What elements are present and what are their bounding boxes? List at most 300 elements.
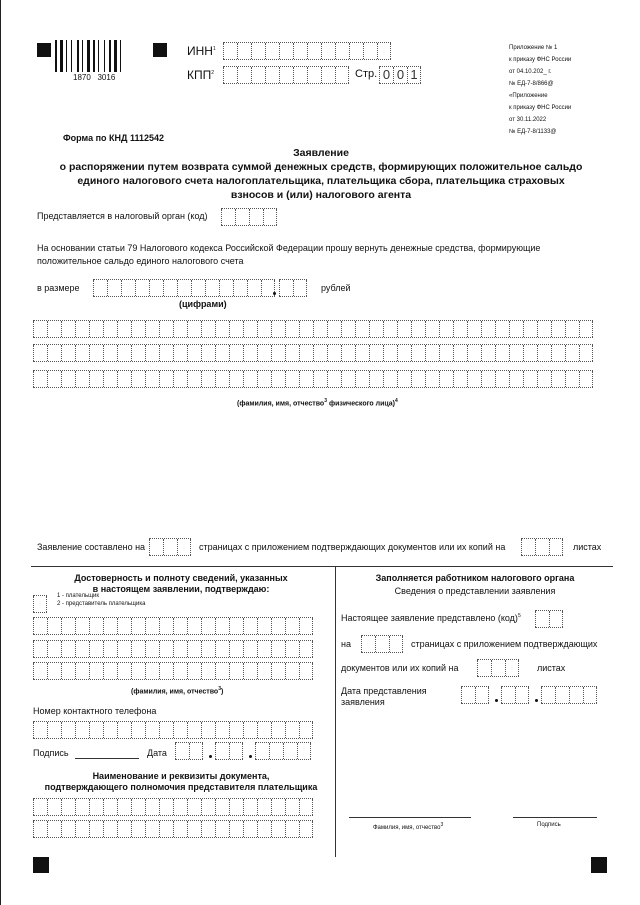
input-cell[interactable] <box>191 280 205 296</box>
input-cell[interactable] <box>187 799 201 815</box>
input-cell[interactable] <box>453 371 467 387</box>
input-cell[interactable] <box>555 687 569 703</box>
input-cell[interactable] <box>159 618 173 634</box>
input-cell[interactable] <box>163 539 177 555</box>
input-cell[interactable] <box>131 641 145 657</box>
input-cell[interactable] <box>257 641 271 657</box>
officer-pages-input[interactable] <box>361 635 403 653</box>
input-cell[interactable] <box>453 321 467 337</box>
input-cell[interactable] <box>279 280 293 296</box>
fio-line-3-input[interactable] <box>33 370 593 388</box>
input-cell[interactable] <box>89 799 103 815</box>
input-cell[interactable] <box>215 641 229 657</box>
date-year-input[interactable] <box>255 742 311 760</box>
input-cell[interactable] <box>229 821 243 837</box>
input-cell[interactable] <box>215 821 229 837</box>
input-cell[interactable] <box>285 722 299 738</box>
input-cell[interactable] <box>47 618 61 634</box>
input-cell[interactable] <box>251 67 265 83</box>
input-cell[interactable] <box>215 799 229 815</box>
input-cell[interactable] <box>341 345 355 361</box>
input-cell[interactable] <box>215 663 229 679</box>
input-cell[interactable] <box>163 280 177 296</box>
input-cell[interactable] <box>131 371 145 387</box>
input-cell[interactable] <box>201 345 215 361</box>
input-cell[interactable] <box>103 371 117 387</box>
input-cell[interactable] <box>257 799 271 815</box>
input-cell[interactable] <box>75 663 89 679</box>
input-cell[interactable] <box>397 345 411 361</box>
input-cell[interactable] <box>299 821 313 837</box>
input-cell[interactable] <box>229 618 243 634</box>
input-cell[interactable] <box>383 371 397 387</box>
input-cell[interactable] <box>467 321 481 337</box>
input-cell[interactable] <box>33 618 47 634</box>
input-cell[interactable] <box>271 799 285 815</box>
input-cell[interactable] <box>187 371 201 387</box>
input-cell[interactable] <box>383 321 397 337</box>
input-cell[interactable] <box>579 345 593 361</box>
input-cell[interactable] <box>159 371 173 387</box>
input-cell[interactable] <box>173 641 187 657</box>
input-cell[interactable] <box>201 799 215 815</box>
input-cell[interactable] <box>215 722 229 738</box>
authority-doc-1-input[interactable] <box>33 798 313 816</box>
sheets-count-input[interactable] <box>521 538 563 556</box>
officer-sheets-input[interactable] <box>477 659 519 677</box>
input-cell[interactable] <box>327 371 341 387</box>
input-cell[interactable] <box>215 743 229 759</box>
input-cell[interactable] <box>383 345 397 361</box>
input-cell[interactable] <box>173 663 187 679</box>
input-cell[interactable] <box>243 722 257 738</box>
input-cell[interactable] <box>145 618 159 634</box>
input-cell[interactable] <box>439 371 453 387</box>
input-cell[interactable] <box>243 641 257 657</box>
input-cell[interactable] <box>201 663 215 679</box>
input-cell[interactable] <box>229 722 243 738</box>
input-cell[interactable] <box>117 821 131 837</box>
input-cell[interactable] <box>549 539 563 555</box>
input-cell[interactable] <box>229 371 243 387</box>
input-cell[interactable] <box>47 821 61 837</box>
input-cell[interactable] <box>121 280 135 296</box>
input-cell[interactable] <box>61 371 75 387</box>
phone-input[interactable] <box>33 721 313 739</box>
input-cell[interactable] <box>75 799 89 815</box>
input-cell[interactable] <box>201 321 215 337</box>
input-cell[interactable] <box>131 321 145 337</box>
input-cell[interactable] <box>117 371 131 387</box>
input-cell[interactable] <box>145 345 159 361</box>
officer-signature-line[interactable] <box>513 817 597 818</box>
input-cell[interactable] <box>131 799 145 815</box>
input-cell[interactable] <box>537 321 551 337</box>
input-cell[interactable] <box>265 67 279 83</box>
input-cell[interactable] <box>495 345 509 361</box>
input-cell[interactable] <box>523 321 537 337</box>
kpp-input[interactable] <box>223 66 349 84</box>
input-cell[interactable] <box>257 345 271 361</box>
input-cell[interactable] <box>279 67 293 83</box>
input-cell[interactable] <box>271 722 285 738</box>
input-cell[interactable] <box>535 611 549 627</box>
input-cell[interactable] <box>187 618 201 634</box>
input-cell[interactable] <box>47 722 61 738</box>
date-day-input[interactable] <box>175 742 203 760</box>
input-cell[interactable] <box>285 345 299 361</box>
input-cell[interactable] <box>509 321 523 337</box>
input-cell[interactable] <box>397 371 411 387</box>
input-cell[interactable] <box>33 321 47 337</box>
officer-fio-line[interactable] <box>349 817 471 818</box>
input-cell[interactable] <box>243 799 257 815</box>
input-cell[interactable] <box>47 371 61 387</box>
input-cell[interactable] <box>257 821 271 837</box>
input-cell[interactable] <box>349 43 363 59</box>
input-cell[interactable] <box>33 641 47 657</box>
input-cell[interactable] <box>299 371 313 387</box>
input-cell[interactable] <box>117 799 131 815</box>
input-cell[interactable] <box>285 371 299 387</box>
amount-kopecks-input[interactable] <box>279 279 307 297</box>
input-cell[interactable] <box>89 618 103 634</box>
input-cell[interactable] <box>285 618 299 634</box>
input-cell[interactable] <box>117 618 131 634</box>
input-cell[interactable] <box>201 722 215 738</box>
input-cell[interactable] <box>223 43 237 59</box>
input-cell[interactable] <box>33 596 47 612</box>
input-cell[interactable] <box>271 618 285 634</box>
input-cell[interactable] <box>93 280 107 296</box>
input-cell[interactable] <box>237 43 251 59</box>
input-cell[interactable] <box>307 67 321 83</box>
input-cell[interactable] <box>327 321 341 337</box>
input-cell[interactable] <box>33 345 47 361</box>
input-cell[interactable] <box>341 371 355 387</box>
input-cell[interactable] <box>257 663 271 679</box>
input-cell[interactable] <box>361 636 375 652</box>
input-cell[interactable] <box>243 371 257 387</box>
tax-authority-code-input[interactable] <box>221 208 277 226</box>
input-cell[interactable] <box>257 618 271 634</box>
input-cell[interactable] <box>33 799 47 815</box>
input-cell[interactable] <box>159 799 173 815</box>
input-cell[interactable] <box>411 321 425 337</box>
input-cell[interactable] <box>257 371 271 387</box>
input-cell[interactable] <box>117 641 131 657</box>
amount-rubles-input[interactable] <box>93 279 275 297</box>
input-cell[interactable] <box>215 321 229 337</box>
input-cell[interactable] <box>159 821 173 837</box>
input-cell[interactable] <box>565 345 579 361</box>
submission-year-input[interactable] <box>541 686 597 704</box>
input-cell[interactable] <box>131 345 145 361</box>
input-cell[interactable] <box>89 641 103 657</box>
input-cell[interactable] <box>335 67 349 83</box>
signer-fio-1-input[interactable] <box>33 617 313 635</box>
input-cell[interactable] <box>243 821 257 837</box>
input-cell[interactable] <box>313 321 327 337</box>
input-cell[interactable] <box>233 280 247 296</box>
input-cell[interactable] <box>299 663 313 679</box>
input-cell[interactable] <box>89 663 103 679</box>
input-cell[interactable] <box>103 722 117 738</box>
input-cell[interactable] <box>47 641 61 657</box>
input-cell[interactable] <box>61 641 75 657</box>
input-cell[interactable] <box>355 321 369 337</box>
input-cell[interactable] <box>47 663 61 679</box>
input-cell[interactable] <box>271 321 285 337</box>
input-cell[interactable] <box>505 660 519 676</box>
input-cell[interactable] <box>263 209 277 225</box>
submission-day-input[interactable] <box>461 686 489 704</box>
input-cell[interactable] <box>229 743 243 759</box>
date-month-input[interactable] <box>215 742 243 760</box>
input-cell[interactable] <box>475 687 489 703</box>
input-cell[interactable] <box>103 321 117 337</box>
input-cell[interactable] <box>215 345 229 361</box>
input-cell[interactable] <box>285 799 299 815</box>
input-cell[interactable] <box>131 618 145 634</box>
input-cell[interactable] <box>103 345 117 361</box>
input-cell[interactable] <box>515 687 529 703</box>
input-cell[interactable] <box>103 641 117 657</box>
input-cell[interactable] <box>47 799 61 815</box>
input-cell[interactable] <box>537 345 551 361</box>
input-cell[interactable] <box>411 345 425 361</box>
input-cell[interactable] <box>175 743 189 759</box>
input-cell[interactable] <box>321 67 335 83</box>
input-cell[interactable] <box>189 743 203 759</box>
input-cell[interactable] <box>75 321 89 337</box>
input-cell[interactable] <box>61 722 75 738</box>
input-cell[interactable] <box>299 722 313 738</box>
input-cell[interactable] <box>257 321 271 337</box>
input-cell[interactable] <box>481 371 495 387</box>
input-cell[interactable] <box>61 321 75 337</box>
input-cell[interactable] <box>187 722 201 738</box>
input-cell[interactable] <box>149 539 163 555</box>
input-cell[interactable] <box>453 345 467 361</box>
input-cell[interactable] <box>47 345 61 361</box>
input-cell[interactable] <box>243 321 257 337</box>
input-cell[interactable] <box>173 345 187 361</box>
input-cell[interactable] <box>229 663 243 679</box>
input-cell[interactable] <box>327 345 341 361</box>
input-cell[interactable] <box>425 321 439 337</box>
input-cell[interactable] <box>297 743 311 759</box>
input-cell[interactable] <box>159 722 173 738</box>
input-cell[interactable] <box>187 641 201 657</box>
input-cell[interactable] <box>177 539 191 555</box>
input-cell[interactable] <box>33 722 47 738</box>
input-cell[interactable] <box>477 660 491 676</box>
input-cell[interactable] <box>221 209 235 225</box>
input-cell[interactable] <box>283 743 297 759</box>
input-cell[interactable] <box>569 687 583 703</box>
input-cell[interactable] <box>159 321 173 337</box>
input-cell[interactable] <box>299 618 313 634</box>
input-cell[interactable] <box>377 43 391 59</box>
input-cell[interactable] <box>271 371 285 387</box>
input-cell[interactable] <box>47 321 61 337</box>
input-cell[interactable] <box>251 43 265 59</box>
input-cell[interactable] <box>223 67 237 83</box>
input-cell[interactable] <box>285 321 299 337</box>
input-cell[interactable] <box>247 280 261 296</box>
input-cell[interactable] <box>131 663 145 679</box>
input-cell[interactable] <box>75 345 89 361</box>
input-cell[interactable] <box>201 371 215 387</box>
input-cell[interactable] <box>307 43 321 59</box>
input-cell[interactable] <box>229 321 243 337</box>
input-cell[interactable] <box>269 743 283 759</box>
input-cell[interactable] <box>397 321 411 337</box>
input-cell[interactable] <box>501 687 515 703</box>
signer-type-input[interactable] <box>33 595 47 613</box>
input-cell[interactable] <box>293 43 307 59</box>
input-cell[interactable] <box>579 321 593 337</box>
input-cell[interactable] <box>583 687 597 703</box>
input-cell[interactable] <box>243 663 257 679</box>
input-cell[interactable] <box>173 371 187 387</box>
input-cell[interactable] <box>243 345 257 361</box>
input-cell[interactable] <box>265 43 279 59</box>
input-cell[interactable] <box>89 321 103 337</box>
input-cell[interactable] <box>579 371 593 387</box>
input-cell[interactable] <box>117 663 131 679</box>
input-cell[interactable] <box>107 280 121 296</box>
input-cell[interactable] <box>159 345 173 361</box>
input-cell[interactable] <box>271 345 285 361</box>
input-cell[interactable] <box>61 799 75 815</box>
input-cell[interactable] <box>271 663 285 679</box>
input-cell[interactable] <box>117 345 131 361</box>
input-cell[interactable] <box>75 821 89 837</box>
submission-month-input[interactable] <box>501 686 529 704</box>
input-cell[interactable] <box>229 345 243 361</box>
input-cell[interactable] <box>33 371 47 387</box>
input-cell[interactable] <box>173 722 187 738</box>
input-cell[interactable] <box>187 321 201 337</box>
input-cell[interactable] <box>229 799 243 815</box>
input-cell[interactable] <box>321 43 335 59</box>
input-cell[interactable] <box>89 821 103 837</box>
input-cell[interactable] <box>149 280 163 296</box>
input-cell[interactable] <box>495 371 509 387</box>
input-cell[interactable] <box>145 722 159 738</box>
input-cell[interactable] <box>89 722 103 738</box>
input-cell[interactable] <box>249 209 263 225</box>
input-cell[interactable] <box>215 371 229 387</box>
input-cell[interactable] <box>173 799 187 815</box>
input-cell[interactable] <box>481 345 495 361</box>
input-cell[interactable] <box>535 539 549 555</box>
input-cell[interactable] <box>75 371 89 387</box>
input-cell[interactable] <box>243 618 257 634</box>
input-cell[interactable] <box>135 280 149 296</box>
input-cell[interactable] <box>61 821 75 837</box>
signer-fio-3-input[interactable] <box>33 662 313 680</box>
input-cell[interactable] <box>75 618 89 634</box>
input-cell[interactable] <box>411 371 425 387</box>
fio-line-1-input[interactable] <box>33 320 593 338</box>
input-cell[interactable] <box>201 821 215 837</box>
input-cell[interactable] <box>285 663 299 679</box>
input-cell[interactable] <box>187 821 201 837</box>
signature-line[interactable] <box>75 758 139 759</box>
input-cell[interactable] <box>375 636 389 652</box>
input-cell[interactable] <box>235 209 249 225</box>
input-cell[interactable] <box>145 821 159 837</box>
input-cell[interactable] <box>439 345 453 361</box>
input-cell[interactable] <box>425 371 439 387</box>
input-cell[interactable] <box>389 636 403 652</box>
input-cell[interactable] <box>523 345 537 361</box>
input-cell[interactable] <box>131 722 145 738</box>
input-cell[interactable] <box>117 722 131 738</box>
input-cell[interactable] <box>271 821 285 837</box>
input-cell[interactable] <box>145 371 159 387</box>
input-cell[interactable] <box>145 641 159 657</box>
input-cell[interactable] <box>481 321 495 337</box>
input-cell[interactable] <box>293 67 307 83</box>
input-cell[interactable] <box>541 687 555 703</box>
input-cell[interactable] <box>461 687 475 703</box>
input-cell[interactable] <box>215 618 229 634</box>
input-cell[interactable] <box>369 321 383 337</box>
input-cell[interactable] <box>117 321 131 337</box>
pages-count-input[interactable] <box>149 538 191 556</box>
input-cell[interactable] <box>187 345 201 361</box>
input-cell[interactable] <box>467 345 481 361</box>
input-cell[interactable] <box>145 799 159 815</box>
input-cell[interactable] <box>201 641 215 657</box>
input-cell[interactable] <box>89 371 103 387</box>
input-cell[interactable] <box>285 641 299 657</box>
input-cell[interactable] <box>549 611 563 627</box>
input-cell[interactable] <box>103 663 117 679</box>
input-cell[interactable] <box>285 821 299 837</box>
input-cell[interactable] <box>369 371 383 387</box>
input-cell[interactable] <box>33 821 47 837</box>
input-cell[interactable] <box>341 321 355 337</box>
input-cell[interactable] <box>355 345 369 361</box>
input-cell[interactable] <box>89 345 103 361</box>
input-cell[interactable] <box>313 371 327 387</box>
input-cell[interactable] <box>103 799 117 815</box>
input-cell[interactable] <box>425 345 439 361</box>
submission-code-input[interactable] <box>535 610 563 628</box>
input-cell[interactable] <box>313 345 327 361</box>
input-cell[interactable] <box>33 663 47 679</box>
input-cell[interactable] <box>159 641 173 657</box>
input-cell[interactable] <box>61 345 75 361</box>
input-cell[interactable] <box>491 660 505 676</box>
input-cell[interactable] <box>523 371 537 387</box>
input-cell[interactable] <box>537 371 551 387</box>
input-cell[interactable] <box>103 821 117 837</box>
input-cell[interactable] <box>565 371 579 387</box>
signer-fio-2-input[interactable] <box>33 640 313 658</box>
input-cell[interactable] <box>145 321 159 337</box>
input-cell[interactable] <box>237 67 251 83</box>
input-cell[interactable] <box>363 43 377 59</box>
input-cell[interactable] <box>173 321 187 337</box>
input-cell[interactable] <box>219 280 233 296</box>
input-cell[interactable] <box>509 371 523 387</box>
